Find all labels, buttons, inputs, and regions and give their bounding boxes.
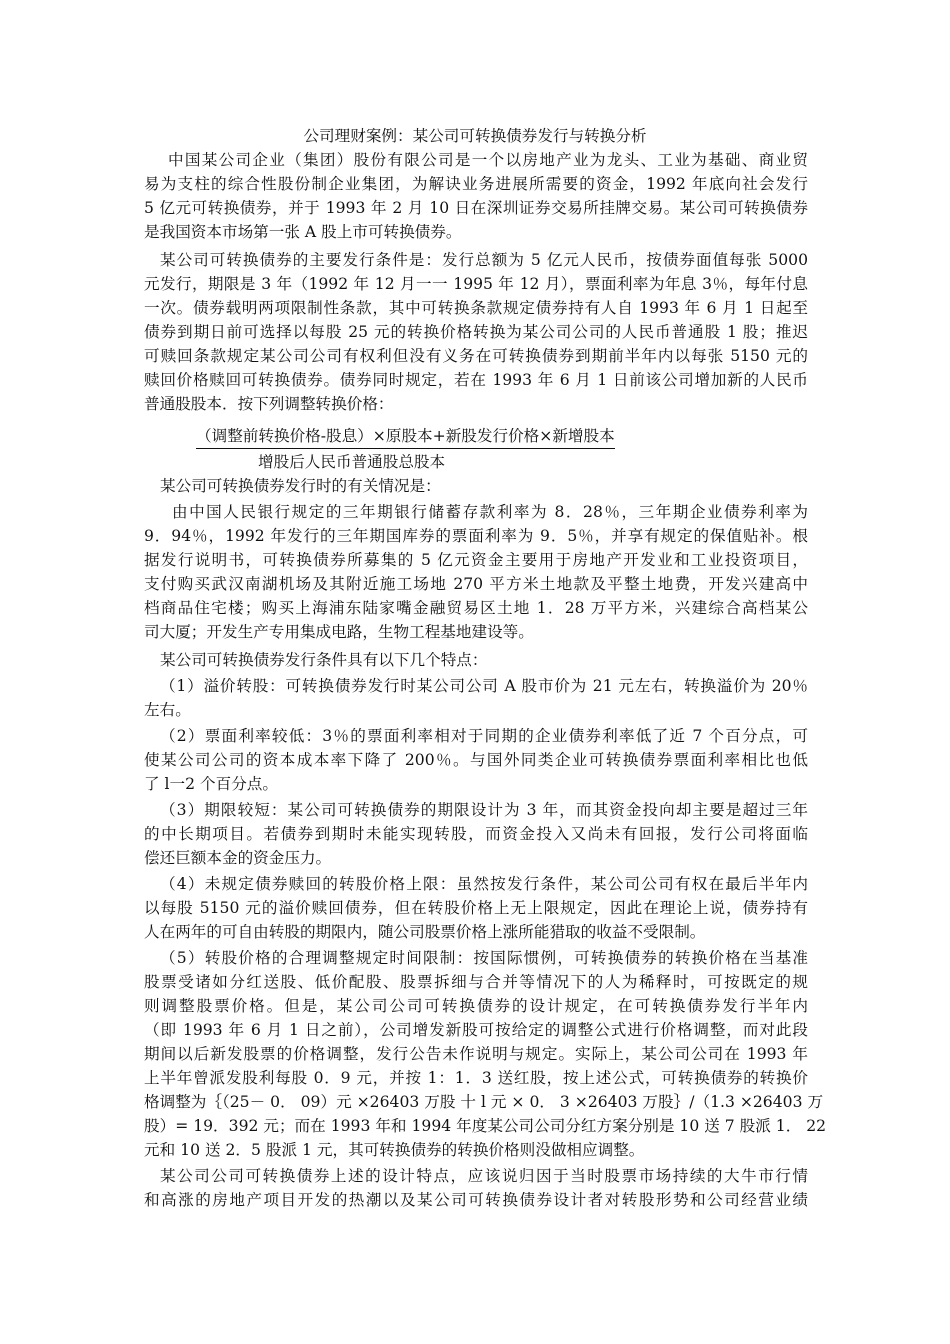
text-line: 元和 10 送 2．5 股派 1 元，其可转换债券的转换价格则没做相应调整。 <box>144 1141 645 1159</box>
text-line: 股票受诸如分红送股、低价配股、股票拆细与合并等情况下的人为稀释时，可按既定的规 <box>144 973 808 991</box>
text-line: 则调整股票价格。但是，某公司公司可转换债券的设计规定，在可转换债券发行半年内 <box>144 997 808 1015</box>
text-line: 某公司公司可转换债券上述的设计特点，应该说归因于当时股票市场持续的大牛市行情 <box>160 1167 808 1185</box>
text-line: 一次。债券载明两项限制性条款，其中可转换条款规定债券持有人自 1993 年 6 月 1 日起至 <box>144 299 808 317</box>
text-line: 债券到期日前可选择以每股 25 元的转换价格转换为某公司公司的人民币普通股 1 股；推迟 <box>144 323 808 341</box>
text-line: 中国某公司企业（集团）股份有限公司是一个以房地产业为龙头、工业为基础、商业贸 <box>168 151 808 169</box>
text-line: 普通股股本．按下列调整转换价格： <box>144 395 394 413</box>
formula-numerator: （调整前转换价格-股息）×原股本+新股发行价格×新增股本 <box>196 424 615 449</box>
text-line: 9．94％，1992 年发行的三年期国库券的票面利率为 9．5％，并享有规定的保值贴补。根 <box>144 527 808 545</box>
text-line: 赎回价格赎回可转换债券。债券同时规定，若在 1993 年 6 月 1 日前该公司增加新的人民币 <box>144 371 808 389</box>
text-line: （1）溢价转股：可转换债券发行时某公司公司 A 股市价为 21 元左右，转换溢价为 20％ <box>160 677 808 695</box>
text-line: 和高涨的房地产项目开发的热潮以及某公司可转换债券设计者对转股形势和公司经营业绩 <box>144 1191 808 1209</box>
text-line: 支付购买武汉南湖机场及其附近施工场地 270 平方米土地款及平整土地费，开发兴建高中 <box>144 575 808 593</box>
text-line: 使某公司公司的资本成本率下降了 200％。与国外同类企业可转换债券票面利率相比也低 <box>144 751 808 769</box>
text-line: 某公司可转换债券的主要发行条件是：发行总额为 5 亿元人民币，按债券面值每张 5000 <box>160 251 808 269</box>
text-line: 以每股 5150 元的溢价赎回债券，但在转股价格上无上限规定，因此在理论上说，债券持有 <box>144 899 808 917</box>
text-line: （即 1993 年 6 月 1 日之前），公司增发新股可按给定的调整公式进行价格调整，而对此段 <box>144 1021 808 1039</box>
text-line: （3）期限较短：某公司可转换债券的期限设计为 3 年，而其资金投向却主要是超过三年 <box>160 801 808 819</box>
text-line: 据发行说明书，可转换债券所募集的 5 亿元资金主要用于房地产开发业和工业投资项目， <box>144 551 808 569</box>
text-line: 偿还巨额本金的资金压力。 <box>144 849 332 867</box>
text-line: 某公司可转换债券发行时的有关情况是： <box>160 477 441 495</box>
formula-denominator: 增股后人民币普通股总股本 <box>258 453 446 471</box>
document-title: 公司理财案例：某公司可转换债券发行与转换分析 <box>303 127 647 145</box>
text-line: （2）票面利率较低：3％的票面利率相对于同期的企业债券利率低了近 7 个百分点，可 <box>160 727 808 745</box>
text-line: （5）转股价格的合理调整规定时间限制：按国际惯例，可转换债券的转换价格在当基准 <box>160 949 808 967</box>
text-line: （4）未规定债券赎回的转股价格上限：虽然按发行条件，某公司公司有权在最后半年内 <box>160 875 808 893</box>
text-line: 易为支柱的综合性股份制企业集团，为解诀业务进展所需要的资金，1992 年底向社会发行 <box>144 175 808 193</box>
text-line: 上半年曾派发股利每股 0．9 元，并按 1：1．3 送红股，按上述公式，可转换债券的转换价 <box>144 1069 808 1087</box>
text-line: 由中国人民银行规定的三年期银行储蓄存款利率为 8．28％，三年期企业债券利率为 <box>172 503 808 521</box>
text-line: 人在两年的可自由转股的期限内，随公司股票价格上涨所能猎取的收益不受限制。 <box>144 923 706 941</box>
text-line: 的中长期项目。若债券到期时未能实现转股，而资金投入又尚未有回报，发行公司将面临 <box>144 825 808 843</box>
text-line: 某公司可转换债券发行条件具有以下几个特点： <box>160 651 488 669</box>
text-line: 元发行，期限是 3 年（1992 年 12 月一一 1995 年 12 月），票面利率为年息 3％，每年付息 <box>144 275 808 293</box>
text-line: 期间以后新发股票的价格调整，发行公告未作说明与规定。实际上，某公司公司在 1993 年 <box>144 1045 808 1063</box>
text-line: 股）= 19．392 元；而在 1993 年和 1994 年度某公司公司分红方案分别是 10 送 7 股派 1． 22 <box>144 1117 827 1135</box>
text-line: 可赎回条款规定某公司公司有权利但没有义务在可转换债券到期前半年内以每张 5150 元的 <box>144 347 808 365</box>
text-line: 左右。 <box>144 701 191 719</box>
text-line: 档商品住宅楼；购买上海浦东陆家嘴金融贸易区土地 1．28 万平方米，兴建综合高档某公 <box>144 599 808 617</box>
text-line: 格调整为｛（25－ 0． 09）元 ×26403 万股 十 l 元 × 0． 3 ×26403 万股｝/（1.3 ×26403 万 <box>144 1093 824 1111</box>
text-line: 了 l一2 个百分点。 <box>144 775 278 793</box>
text-line: 5 亿元可转换债券，并于 1993 年 2 月 10 日在深圳证券交易所挂牌交易。某公司可转换债券 <box>144 199 808 217</box>
text-line: 是我国资本市场第一张 A 股上市可转换债券。 <box>144 223 462 241</box>
text-line: 司大厦；开发生产专用集成电路，生物工程基地建设等。 <box>144 623 534 641</box>
